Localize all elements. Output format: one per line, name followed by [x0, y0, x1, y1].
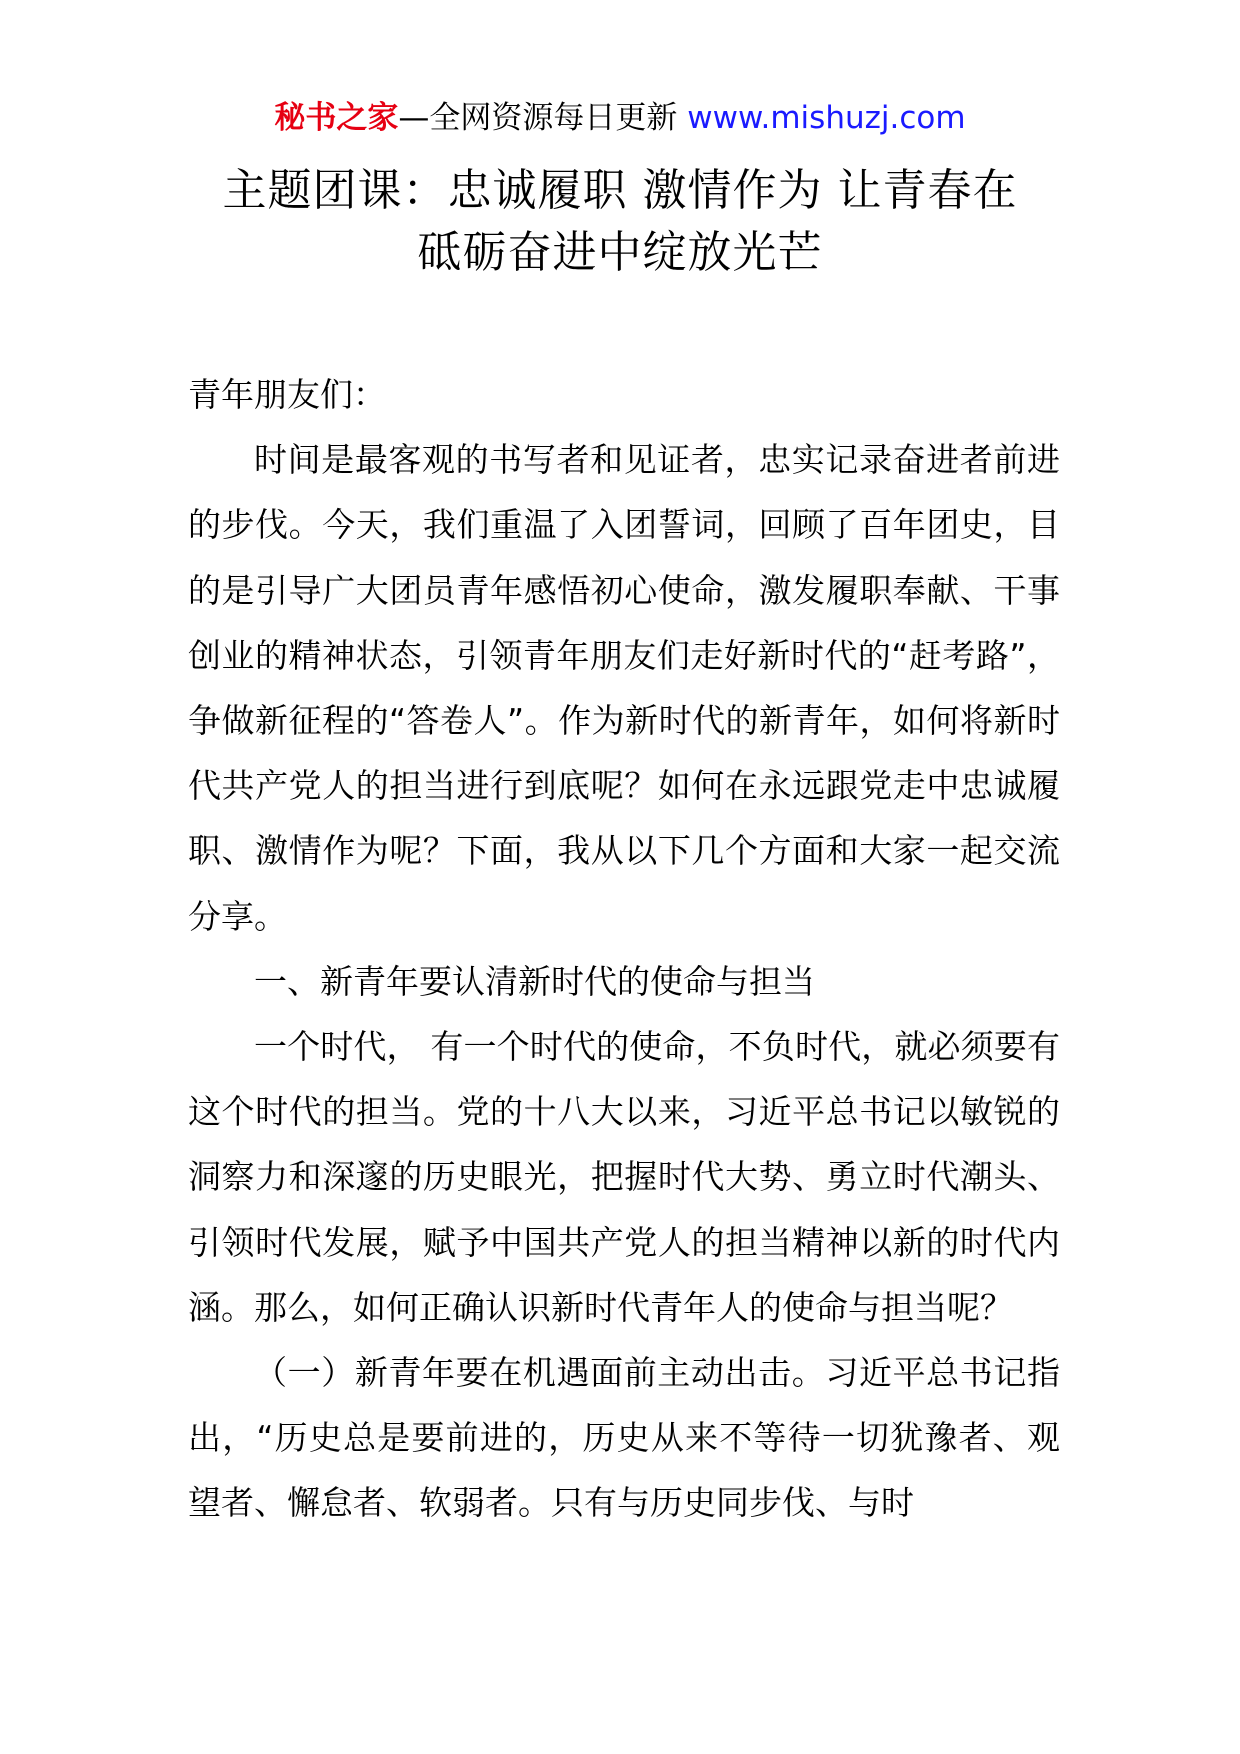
- body-paragraph: 一个时代， 有一个时代的使命，不负时代，就必须要有这个时代的担当。党的十八大以来，习近平总书记以敏锐的洞察力和深邃的历史眼光，把握时代大势、勇立时代潮头、引领时代发展，赋予中国共产党人的担当精神以新的时代内涵。那么，如何正确认识新时代青年人的使命与担当呢？: [188, 1027, 1060, 1327]
- header-slogan: —全网资源每日更新: [398, 100, 678, 136]
- title-line-2: 砥砺奋进中绽放光芒: [417, 227, 823, 278]
- document-body: [188, 362, 1060, 1536]
- header-brand: 秘书之家: [274, 100, 399, 136]
- document-title: [180, 160, 1060, 284]
- body-paragraph: （一）新青年要在机遇面前主动出击。习近平总书记指出，“历史总是要前进的，历史从来不等待一切犹豫者、观望者、懈怠者、软弱者。只有与历史同步伐、与时: [188, 1353, 1060, 1523]
- header-url-link[interactable]: www.mishuzj.com: [687, 100, 966, 136]
- greeting: 青年朋友们：: [188, 375, 386, 414]
- section-heading: 一、新青年要认清新时代的使命与担当: [254, 961, 815, 1001]
- title-line-1: 主题团课：忠诚履职 激情作为 让青春在: [222, 165, 1018, 216]
- body-paragraph: 时间是最客观的书写者和见证者，忠实记录奋进者前进的步伐。今天，我们重温了入团誓词，回顾了百年团史，目的是引导广大团员青年感悟初心使命，激发履职奉献、干事创业的精神状态，引领青年朋友们走好新时代的“赶考路”，争做新征程的“答卷人”。作为新时代的新青年，如何将新时代共产党人的担当进行到底呢？如何在永远跟党走中忠诚履职、激情作为呢？下面，我从以下几个方面和大家一起交流分享。: [188, 440, 1060, 936]
- site-header: [0, 98, 1240, 138]
